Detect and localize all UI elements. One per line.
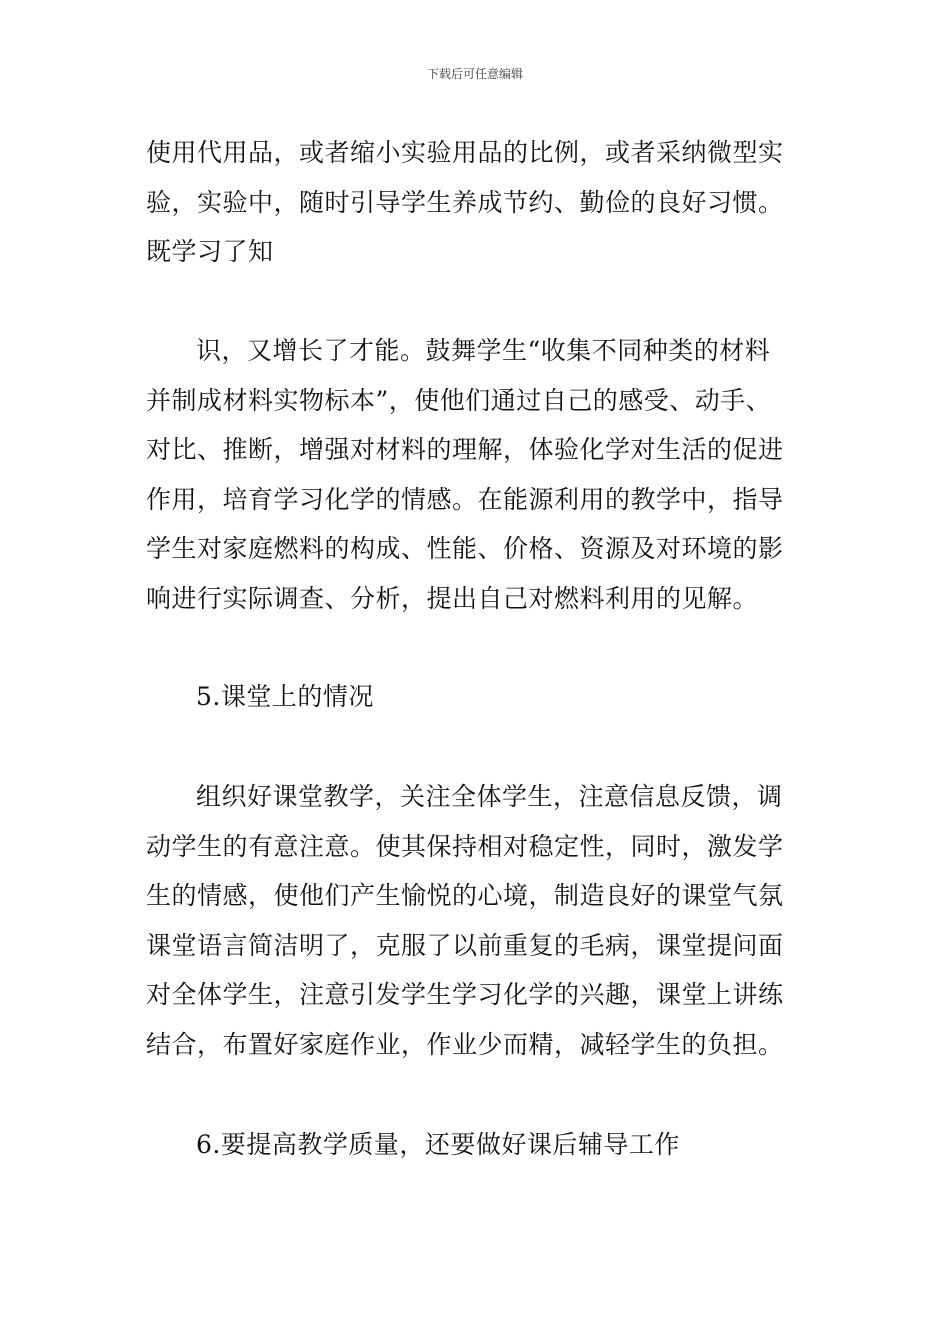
paragraph-3-line: 课堂语言简洁明了，克服了以前重复的毛病，课堂提问面 xyxy=(146,930,784,960)
paragraph-3-line: 组织好课堂教学，关注全体学生，注意信息反馈，调 xyxy=(196,782,783,811)
section-heading-5: 5.课堂上的情况 xyxy=(196,682,374,711)
paragraph-2 xyxy=(146,326,806,623)
section-heading-6: 6.要提高教学质量，还要做好课后辅导工作 xyxy=(196,1130,680,1159)
paragraph-1 xyxy=(146,128,806,277)
paragraph-2-line: 响进行实际调查、分析，提出自己对燃料利用的见解。 xyxy=(146,583,759,613)
paragraph-3-line: 生的情感，使他们产生愉悦的心境，制造良好的课堂气氛 xyxy=(146,881,784,910)
paragraph-1-line: 既学习了知 xyxy=(146,237,274,266)
paragraph-2-line: 并制成材料实物标本”，使他们通过自己的感受、动手、 xyxy=(146,385,772,415)
paragraph-3 xyxy=(146,772,806,1069)
paragraph-3-line: 对全体学生，注意引发学生学习化学的兴趣，课堂上讲练 xyxy=(146,980,784,1009)
header-note: 下载后可任意编辑 xyxy=(426,67,523,81)
paragraph-2-line: 识，又增长了才能。鼓舞学生“收集不同种类的材料 xyxy=(196,336,771,365)
paragraph-3-line: 结合，布置好家庭作业，作业少而精，减轻学生的负担。 xyxy=(146,1029,784,1059)
paragraph-2-line: 学生对家庭燃料的构成、性能、价格、资源及对环境的影 xyxy=(146,534,784,563)
paragraph-3-line: 动学生的有意注意。使其保持相对稳定性，同时，激发学 xyxy=(146,831,784,861)
paragraph-2-line: 对比、推断，增强对材料的理解，体验化学对生活的促进 xyxy=(146,435,784,464)
paragraph-1-line: 使用代用品，或者缩小实验用品的比例，或者采纳微型实 xyxy=(146,138,784,167)
paragraph-2-line: 作用，培育学习化学的情感。在能源利用的教学中，指导 xyxy=(146,484,784,514)
paragraph-1-line: 验，实验中，随时引导学生养成节约、勤俭的良好习惯。 xyxy=(146,187,784,217)
